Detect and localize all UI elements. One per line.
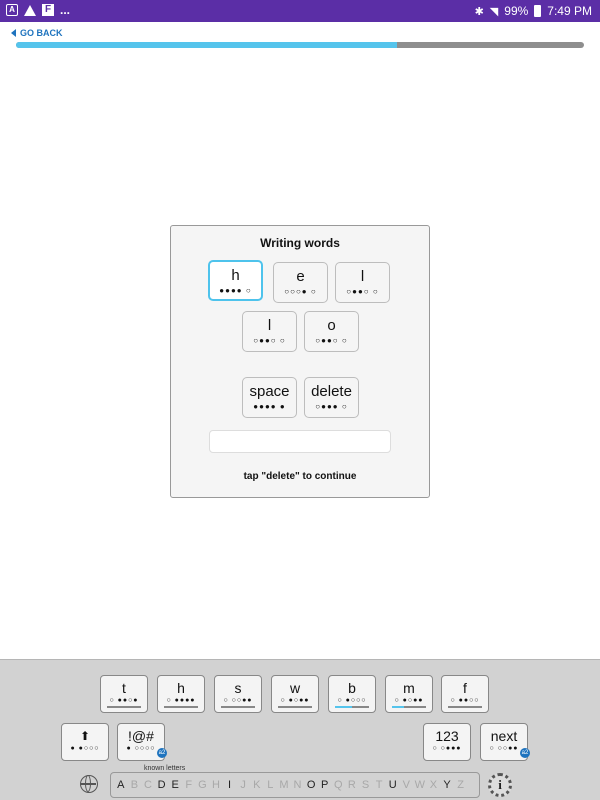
status-bar — [0, 0, 600, 22]
letter-item: K — [253, 779, 261, 791]
warning-icon — [24, 5, 36, 16]
letter-item: R — [347, 779, 356, 791]
back-arrow-icon — [11, 29, 16, 37]
key-char: b — [348, 680, 356, 696]
key-progress — [107, 706, 141, 708]
notification-icons — [6, 3, 70, 17]
key-char: e — [296, 268, 305, 285]
keyboard-key-w[interactable] — [271, 675, 319, 713]
keyboard-key-s[interactable] — [214, 675, 262, 713]
wifi-icon: ◥ — [489, 5, 499, 18]
battery-icon — [534, 5, 541, 17]
key-char: s — [234, 680, 242, 696]
braille-pattern: ○ ○○●● — [489, 745, 519, 752]
keyboard-key-h[interactable] — [157, 675, 205, 713]
braille-pattern: ○○○● ○ — [284, 287, 317, 296]
key-char: t — [122, 680, 126, 696]
braille-pattern: ○ ●○●● — [394, 697, 424, 704]
letter-item: A — [117, 779, 125, 791]
hint-badge: a2 — [158, 750, 166, 756]
key-char: l — [360, 268, 365, 285]
letter-item: W — [414, 779, 426, 791]
key-progress — [164, 706, 198, 708]
key-char: l — [267, 317, 272, 334]
next-key[interactable] — [480, 723, 528, 761]
braille-pattern: ●●●● ● — [253, 402, 286, 411]
key-char: o — [327, 317, 336, 334]
letter-item: F — [185, 779, 193, 791]
word-letter-key[interactable] — [242, 311, 297, 352]
letter-item: T — [375, 779, 383, 791]
delete-key[interactable] — [304, 377, 359, 418]
braille-pattern: ○ ●○○○ — [337, 697, 367, 704]
shift-icon: ⬆ — [79, 729, 91, 743]
letter-item: J — [240, 779, 246, 791]
letter-item: H — [211, 779, 220, 791]
key-label: space — [249, 383, 290, 400]
braille-pattern: ○ ●●●● — [166, 697, 196, 704]
letter-item: Y — [443, 779, 451, 791]
letter-item: E — [171, 779, 179, 791]
numbers-key[interactable] — [423, 723, 471, 761]
hint-badge: a2 — [521, 750, 529, 756]
key-char: m — [403, 680, 415, 696]
key-label: !@# — [128, 728, 154, 744]
answer-field[interactable] — [209, 430, 391, 453]
key-progress — [335, 706, 369, 708]
lesson-title: Writing words — [260, 236, 340, 250]
letter-item: B — [130, 779, 139, 791]
letter-item: L — [267, 779, 274, 791]
key-progress — [392, 706, 426, 708]
key-char: w — [289, 680, 301, 696]
braille-pattern: ○ ○●●● — [432, 745, 462, 752]
word-letter-key[interactable] — [335, 262, 390, 303]
letter-item: G — [198, 779, 207, 791]
key-label: 123 — [435, 728, 459, 744]
braille-pattern: ○●●○ ○ — [346, 287, 379, 296]
word-letter-key[interactable] — [208, 260, 263, 301]
go-back-label: GO BACK — [20, 28, 63, 38]
space-key[interactable] — [242, 377, 297, 418]
key-label: next — [490, 728, 518, 744]
known-letters-label: known letters — [141, 765, 188, 772]
keyboard-key-m[interactable] — [385, 675, 433, 713]
letter-item: P — [321, 779, 329, 791]
symbols-key[interactable] — [117, 723, 165, 761]
globe-icon[interactable] — [80, 775, 98, 793]
lesson-progress-fill — [16, 42, 397, 48]
letter-item: D — [157, 779, 166, 791]
shift-key[interactable] — [61, 723, 109, 761]
more-notifications: ... — [60, 3, 71, 17]
letter-item: S — [361, 779, 370, 791]
flipboard-icon: F — [42, 4, 54, 16]
braille-pattern: ○ ●○●● — [280, 697, 310, 704]
letter-item: C — [144, 779, 152, 791]
keyboard-key-t[interactable] — [100, 675, 148, 713]
letter-item: I — [228, 779, 232, 791]
keyboard-key-b[interactable] — [328, 675, 376, 713]
braille-pattern: ○ ○○●● — [223, 697, 253, 704]
braille-pattern: ●●●● ○ — [219, 286, 252, 295]
lesson-progress-bar — [16, 42, 584, 48]
braille-pattern: ○ ●●○○ — [450, 697, 480, 704]
letter-item: M — [279, 779, 289, 791]
key-progress — [221, 706, 255, 708]
letter-item: V — [402, 779, 410, 791]
letter-item: N — [293, 779, 302, 791]
word-letter-key[interactable] — [273, 262, 328, 303]
key-char: h — [231, 267, 240, 284]
braille-pattern: ○●●○ ○ — [315, 336, 348, 345]
battery-percent: 99% — [504, 4, 529, 18]
system-status — [475, 4, 592, 18]
braille-pattern: ○ ●●○● — [109, 697, 139, 704]
braille-pattern: ● ○○○○ — [126, 745, 156, 752]
braille-pattern: ○●●● ○ — [315, 402, 348, 411]
word-letter-key[interactable] — [304, 311, 359, 352]
braille-pattern: ○●●○ ○ — [253, 336, 286, 345]
letter-item: O — [306, 779, 316, 791]
key-char: h — [177, 680, 185, 696]
bluetooth-icon: ✱ — [474, 5, 484, 18]
known-letters-bar — [110, 765, 480, 798]
letter-list — [114, 779, 467, 791]
key-char: f — [463, 680, 467, 696]
go-back-button[interactable] — [11, 28, 63, 38]
letter-item: U — [388, 779, 397, 791]
braille-pattern: ● ●○○○ — [70, 745, 100, 752]
letter-item: Z — [457, 779, 464, 791]
instruction-text: tap "delete" to continue — [243, 471, 357, 482]
app-notification-icon: A — [6, 4, 18, 16]
key-progress — [278, 706, 312, 708]
letter-item: X — [429, 779, 438, 791]
letter-item: Q — [334, 779, 343, 791]
keyboard-key-f[interactable] — [441, 675, 489, 713]
key-progress — [448, 706, 482, 708]
info-icon[interactable]: i — [488, 773, 512, 797]
clock: 7:49 PM — [547, 4, 592, 18]
lesson-panel — [170, 225, 430, 498]
key-label: delete — [311, 383, 352, 400]
